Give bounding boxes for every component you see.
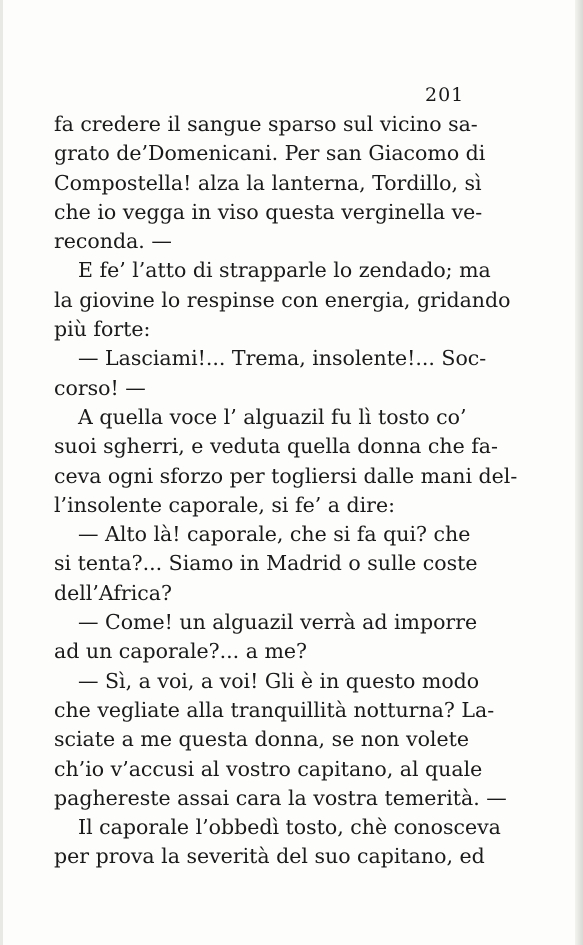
text-line: si tenta?... Siamo in Madrid o sulle coste <box>54 551 478 576</box>
text-line: — Lasciami!... Trema, insolente!... Soc- <box>78 346 487 371</box>
text-line: ad un caporale?... a me? <box>54 639 308 664</box>
text-line: sciate a me questa donna, se non volete <box>54 727 469 752</box>
text-line: ch’io v’accusi al vostro capitano, al quale <box>54 756 483 781</box>
text-line: fa credere il sangue sparso sul vicino sa- <box>54 112 478 136</box>
text-line: A quella voce l’ alguazil fu lì tosto co’ <box>78 404 467 429</box>
text-line: E fe’ l’atto di strapparle lo zendado; ma <box>78 258 491 283</box>
text-line: che vegliate alla tranquillità notturna? La- <box>54 697 495 722</box>
text-line: corso! — <box>54 375 146 400</box>
text-line: paghereste assai cara la vostra temerità. — <box>54 785 507 810</box>
text-line: — Come! un alguazil verrà ad imporre <box>78 610 478 635</box>
text-line: la giovine lo respinse con energia, gridando <box>54 287 511 312</box>
text-line: dell’Africa? <box>54 580 172 605</box>
text-line: Il caporale l’obbedì tosto, chè conosceva <box>78 815 501 840</box>
text-line: ceva ogni sforzo per togliersi dalle mani del- <box>54 463 518 488</box>
text-line: l’insolente caporale, si fe’ a dire: <box>54 492 395 517</box>
text-line: — Sì, a voi, a voi! Gli è in questo modo <box>78 668 480 693</box>
page-right-edge <box>575 0 583 945</box>
text-line: per prova la severità del suo capitano, ed <box>54 844 485 869</box>
body-text <box>54 110 518 872</box>
text-line: suoi sgherri, e veduta quella donna che fa- <box>54 434 498 459</box>
text-line: — Alto là! caporale, che si fa qui? che <box>78 522 471 547</box>
page-left-edge <box>0 0 3 945</box>
text-line: Compostella! alza la lanterna, Tordillo, sì <box>54 170 482 195</box>
text-line: reconda. — <box>54 229 172 254</box>
page-number: 201 <box>425 84 465 106</box>
text-line: grato de’Domenicani. Per san Giacomo di <box>54 141 486 166</box>
text-line: che io vegga in viso questa verginella ve- <box>54 199 483 224</box>
text-line: più forte: <box>54 317 151 342</box>
